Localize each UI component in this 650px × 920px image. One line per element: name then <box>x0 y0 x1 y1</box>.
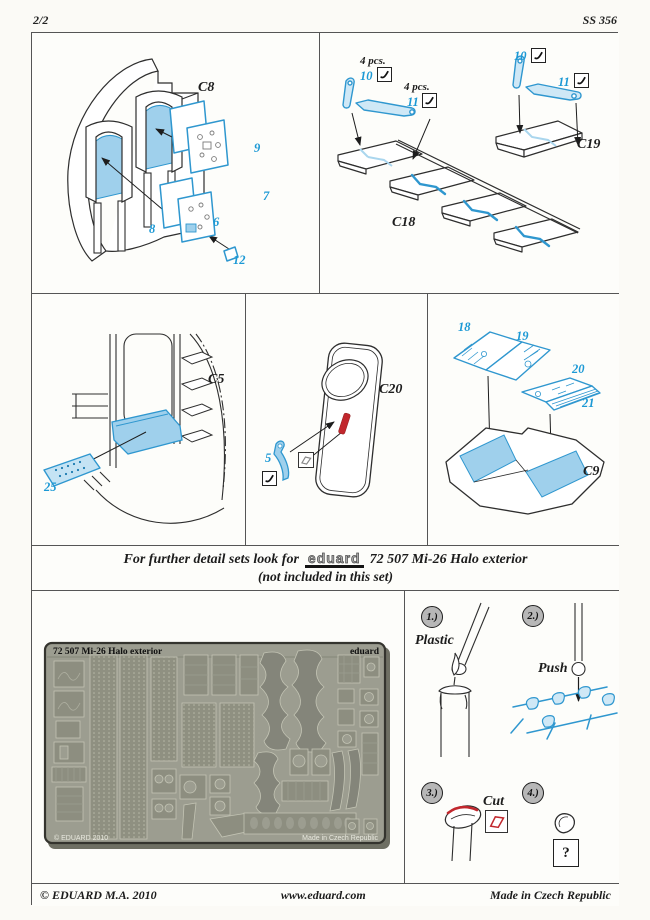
callout-10b: 10 <box>514 49 527 63</box>
callout-21: 21 <box>582 396 595 410</box>
c20-diagram <box>246 294 428 546</box>
c9-part18-19 <box>454 332 550 380</box>
c5-diagram <box>32 294 246 546</box>
panel-c9 <box>428 294 619 546</box>
c8-diagram <box>32 33 320 294</box>
fret-oval-strip <box>244 813 356 834</box>
fret-made-in: Made in Czech Republic <box>302 835 378 842</box>
callout-9: 9 <box>254 141 261 155</box>
callout-6: 6 <box>213 215 220 229</box>
howto-blue-fret <box>511 687 617 739</box>
panel-c5 <box>32 294 246 546</box>
push-label: Push <box>538 661 568 676</box>
note-prefix: For further detail sets look for <box>123 551 299 567</box>
c5-step-highlight <box>112 410 182 454</box>
callout-c20: C20 <box>379 382 403 397</box>
callout-8: 8 <box>149 222 156 236</box>
callout-5: 5 <box>265 451 272 465</box>
step-badge-2: 2.) <box>522 605 544 627</box>
bend-check-icon <box>422 93 437 108</box>
page-frame <box>31 32 618 905</box>
callout-12: 12 <box>233 253 246 267</box>
callout-25: 25 <box>44 480 57 494</box>
c9-floor <box>446 428 604 514</box>
cut-icon <box>485 810 508 833</box>
c18-seats <box>338 140 580 252</box>
set-code: SS 356 <box>582 13 617 27</box>
callout-c19: C19 <box>577 137 601 152</box>
bend-check-icon <box>377 67 392 82</box>
note-set-name: 72 507 Mi-26 Halo exterior <box>369 551 528 567</box>
callout-11a: 11 <box>407 95 419 109</box>
panel-c8 <box>32 33 320 294</box>
qty-label-11: 4 pcs. <box>404 81 430 93</box>
panel-howto <box>405 591 619 883</box>
note-line1 <box>123 549 528 568</box>
footer-made-in: Made in Czech Republic <box>489 887 611 902</box>
bend-shape-icon <box>298 452 314 468</box>
qty-label-10: 4 pcs. <box>360 55 386 67</box>
callout-10a: 10 <box>360 69 373 83</box>
footer-copyright: © EDUARD M.A. 2010 <box>40 887 157 902</box>
bend-check-icon <box>262 471 277 486</box>
callout-c9: C9 <box>583 464 600 479</box>
note-line2: (not included in this set) <box>257 568 394 584</box>
c5-ladder <box>182 352 212 442</box>
further-sets-note <box>32 546 619 591</box>
howto-teardrop <box>555 814 574 833</box>
howto-push-rod <box>572 603 585 676</box>
footer <box>32 883 619 906</box>
fret-photo <box>32 591 405 883</box>
panel-c20 <box>246 294 428 546</box>
callout-7: 7 <box>263 189 270 203</box>
bend-check-icon <box>574 73 589 88</box>
step-badge-3: 3.) <box>421 782 443 804</box>
callout-19: 19 <box>516 329 529 343</box>
callout-c8: C8 <box>198 80 215 95</box>
step-badge-1: 1.) <box>421 606 443 628</box>
callout-c18: C18 <box>392 215 416 230</box>
fret-grid-parts <box>182 655 258 767</box>
fret-brand: eduard <box>349 647 379 657</box>
fret-copyright: © EDUARD 2010 <box>54 835 109 842</box>
footer-website: www.eduard.com <box>280 887 366 902</box>
question-box: ? <box>553 839 579 867</box>
cut-label: Cut <box>483 794 505 809</box>
callout-18: 18 <box>458 320 471 334</box>
plastic-label: Plastic <box>415 633 454 648</box>
eduard-logo: eduard <box>305 552 364 568</box>
callout-11b: 11 <box>558 75 570 89</box>
bend-check-icon <box>531 48 546 63</box>
howto-cut-rod <box>443 802 483 861</box>
panel-c18-c19 <box>320 33 619 294</box>
callout-c5: C5 <box>208 372 225 387</box>
page-number: 2/2 <box>33 13 49 27</box>
fret-title: 72 507 Mi-26 Halo exterior <box>53 647 163 657</box>
panel-fret-photo <box>32 591 405 883</box>
callout-20: 20 <box>572 362 585 376</box>
step-badge-4: 4.) <box>522 782 544 804</box>
